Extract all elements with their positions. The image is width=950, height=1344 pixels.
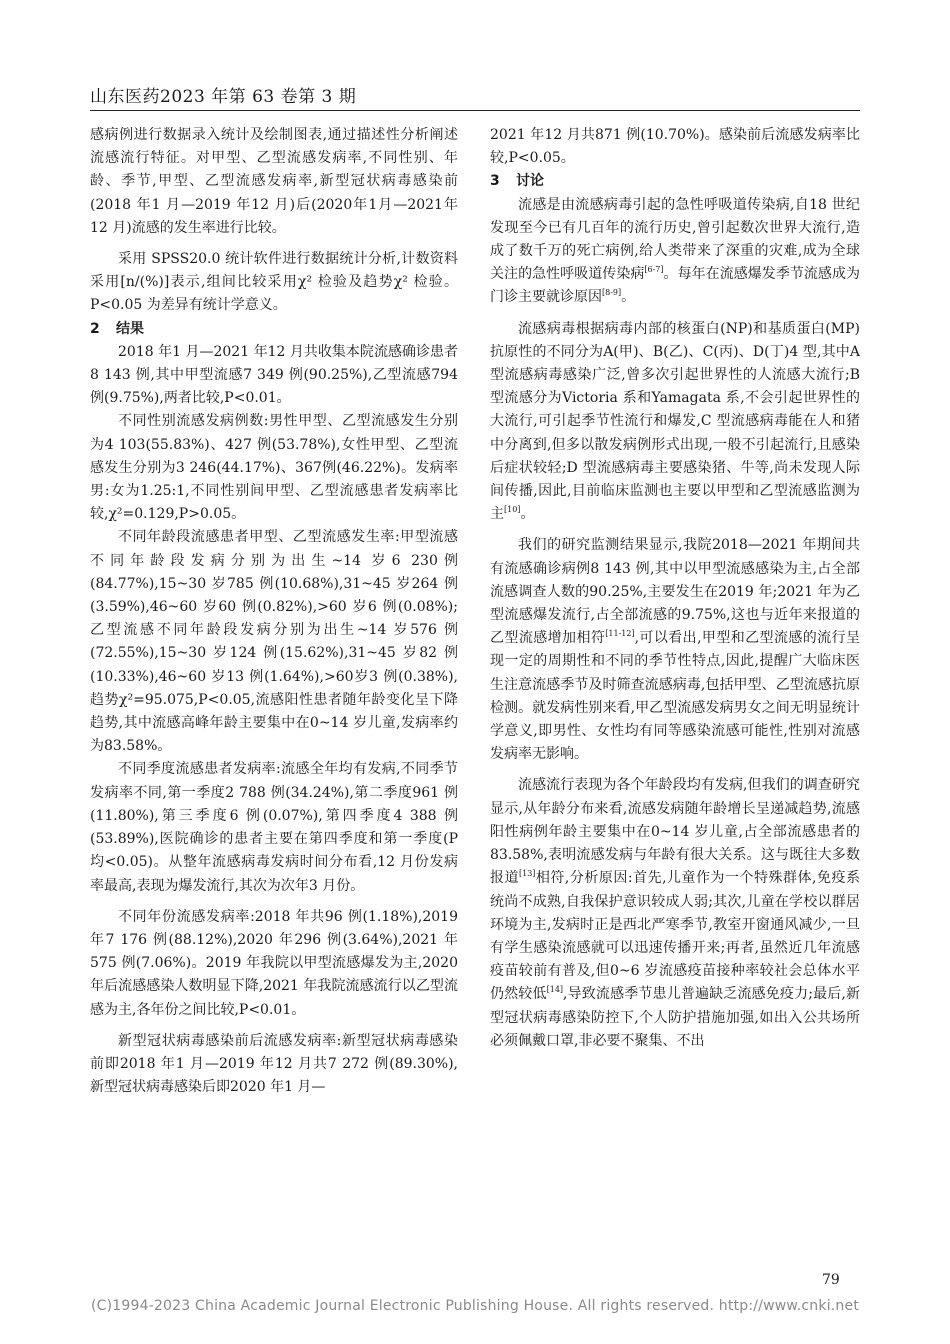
methods-paragraph-continued: 感病例进行数据录入统计及绘制图表,通过描述性分析阐述流感流行特征。对甲型、乙型流感发病率,不同性别、年龄、季节,甲型、乙型流感发病率,新型冠状病毒感染前(2018 年1 月—2019 年12 月)后(2020年1月—2021年12 月)流感的发生率进行比较。 <box>90 127 458 236</box>
page-number: 79 <box>822 1272 840 1288</box>
journal-header: 山东医药2023 年第 63 卷第 3 期 <box>90 87 357 107</box>
discussion-1-text-c: 。 <box>621 289 636 306</box>
discussion-paragraph-4 <box>490 774 860 1052</box>
results-covid-paragraph: 新型冠状病毒感染前后流感发病率:新型冠状病毒感染前即2018 年1 月—2019 年12 月共7 272 例(89.30%),新型冠状病毒感染后即2020 年1 月— <box>90 1032 458 1096</box>
header-rule <box>90 110 860 111</box>
results-covid-paragraph-continued: 2021 年12 月共871 例(10.70%)。感染前后流感发病率比较,P<0.05。 <box>490 127 860 167</box>
citation-13: [13] <box>519 869 536 879</box>
citation-6-7: [6-7] <box>644 265 664 275</box>
discussion-1-text-b: 。每年在流感爆发季节流感成为门诊主要就诊原因 <box>490 266 861 306</box>
results-heading-text: 结果 <box>116 320 144 337</box>
discussion-1-text-a: 流感是由流感病毒引起的急性呼吸道传染病,自18 世纪发现至今已有几百年的流行历史,曾引起数次世界大流行,造成了数千万的死亡病例,给人类带来了深重的灾难,成为全球关注的急性呼吸道传染病 <box>490 196 860 283</box>
citation-14: [14] <box>546 985 564 995</box>
discussion-3-text-a: 我们的研究监测结果显示,我院2018—2021 年期间共有流感确诊病例8 143 例,其中以甲型流感感染为主,占全部流感调查人数的90.25%,主要发生在2019 年;2021 年为乙型流感爆发流行,占全部流感的9.75%,这也与近年来报道的乙型流感增加相符 <box>490 537 860 647</box>
results-year-paragraph: 不同年份流感发病率:2018 年共96 例(1.18%),2019 年7 176 例(88.12%),2020 年296 例(3.64%),2021 年575 例(7.06%)。2019 年我院以甲型流感爆发为主,2020 年后流感感染人数明显下降,2021 年我院流感流行以乙型流感为主,各年份之间比较,P<0.01。 <box>90 908 458 1018</box>
results-age-paragraph: 不同年龄段流感患者甲型、乙型流感发生率:甲型流感不同年龄段发病分别为出生~14 岁6 230例(84.77%),15~30 岁785 例(10.68%),31~45 岁264 例(3.59%),46~60 岁60 例(0.82%),>60 岁6 例(0.08%);乙型流感不同年龄段发病分别为出生~14 岁576 例(72.55%),15~30 岁124 例(15.62%),31~45 岁82 例(10.33%),46~60 岁13 例(1.64%),>60岁3 例(0.38%),趋势χ²=95.075,P<0.05,流感阳性患者随年龄变化呈下降趋势,其中流感高峰年龄主要集中在0~14 岁儿童,发病率约为83.58%。 <box>90 529 458 755</box>
discussion-2-text-b: 。 <box>520 506 535 523</box>
citation-11-12: [11-12] <box>605 629 635 639</box>
right-column <box>490 124 860 1053</box>
discussion-heading-number: 3 <box>490 173 500 190</box>
citation-10: [10] <box>504 505 521 515</box>
discussion-4-text-c: ,导致流感季节患儿普遍缺乏流感免疫力;最后,新型冠状病毒感染防控下,个人防护措施加强,如出入公共场所必须佩戴口罩,非必要不聚集、不出 <box>490 986 860 1049</box>
left-column <box>90 124 458 1099</box>
discussion-paragraph-3 <box>490 534 860 766</box>
results-sex-paragraph: 不同性别流感发病例数:男性甲型、乙型流感发生分别为4 103(55.83%)、427 例(53.78%),女性甲型、乙型流感发生分别为3 246(44.17%)、367例(46.22%)。发病率男:女为1.25:1,不同性别间甲型、乙型流感患者发病率比较,χ²=0.129,P>0.05。 <box>90 413 458 523</box>
discussion-heading-text: 讨论 <box>516 173 544 190</box>
results-season-paragraph: 不同季度流感患者发病率:流感全年均有发病,不同季节发病率不同,第一季度2 788 例(34.24%),第二季度961 例(11.80%),第三季度6 例(0.07%),第四季度4 388 例(53.89%),医院确诊的患者主要在第四季度和第一季度(P 均<0.05)。从整年流感病毒发病时间分布看,12 月份发病率最高,表现为爆发流行,其次为次年3 月份。 <box>90 761 458 894</box>
discussion-3-text-b: ,可以看出,甲型和乙型流感的流行呈现一定的周期性和不同的季节性特点,因此,提醒广大临床医生注意流感季节及时筛查流感病毒,包括甲型、乙型流感抗原检测。就发病性别来看,甲乙型流感发病男女之间无明显统计学意义,即男性、女性均有同等感染流感可能性,性别对流感发病率无影响。 <box>490 630 860 763</box>
results-heading-number: 2 <box>90 320 100 337</box>
discussion-4-text-b: 相符,分析原因:首先,儿童作为一个特殊群体,免疫系统尚不成熟,自我保护意识较成人弱;其次,儿童在学校以群居环境为主,发病时正是西北严寒季节,教室开窗通风减少,一旦有学生感染流感就可以迅速传播开来;再者,虽然近几年流感疫苗较前有普及,但0~6 岁流感疫苗接种率较社会总体水平仍然较低 <box>490 870 860 1003</box>
discussion-paragraph-2 <box>490 318 860 527</box>
discussion-paragraph-1 <box>490 194 860 310</box>
discussion-2-text-a: 流感病毒根据病毒内部的核蛋白(NP)和基质蛋白(MP)抗原性的不同分为A(甲)、B(乙)、C(丙)、D(丁)4 型,其中A 型流感病毒感染广泛,曾多次引起世界性的人流感大流行;B 型流感分为Victoria 系和Yamagata 系,不会引起世界性的大流行,可引起季节性流行和爆发,C 型流感病毒能在人和猪中分离到,但多以散发病例形式出现,一般不引起流行,且感染后症状较轻;D 型流感病毒主要感染猪、牛等,尚未发现人际间传播,因此,目前临床监测也主要以甲型和乙型流感监测为主 <box>490 320 860 523</box>
discussion-heading <box>490 170 860 193</box>
citation-8-9: [8-9] <box>602 288 622 298</box>
discussion-4-text-a: 流感流行表现为各个年龄段均有发病,但我们的调查研究显示,从年龄分布来看,流感发病随年龄增长呈递减趋势,流感阳性病例年龄主要集中在0~14 岁儿童,占全部流感患者的83.58%,表明流感发病与年龄有很大关系。这与既往大多数报道 <box>490 777 860 887</box>
results-total-paragraph: 2018 年1 月—2021 年12 月共收集本院流感确诊患者8 143 例,其中甲型流感7 349 例(90.25%),乙型流感794 例(9.75%),两者比较,P<0.01。 <box>90 343 458 407</box>
copyright-footer: (C)1994-2023 China Academic Journal Electronic Publishing House. All rights reserved. http://www.cnki.net <box>90 1298 860 1314</box>
statistics-paragraph: 采用 SPSS20.0 统计软件进行数据统计分析,计数资料采用[n/(%)]表示,组间比较采用χ² 检验及趋势χ² 检验。P<0.05 为差异有统计学意义。 <box>90 251 458 314</box>
results-heading <box>90 318 458 341</box>
